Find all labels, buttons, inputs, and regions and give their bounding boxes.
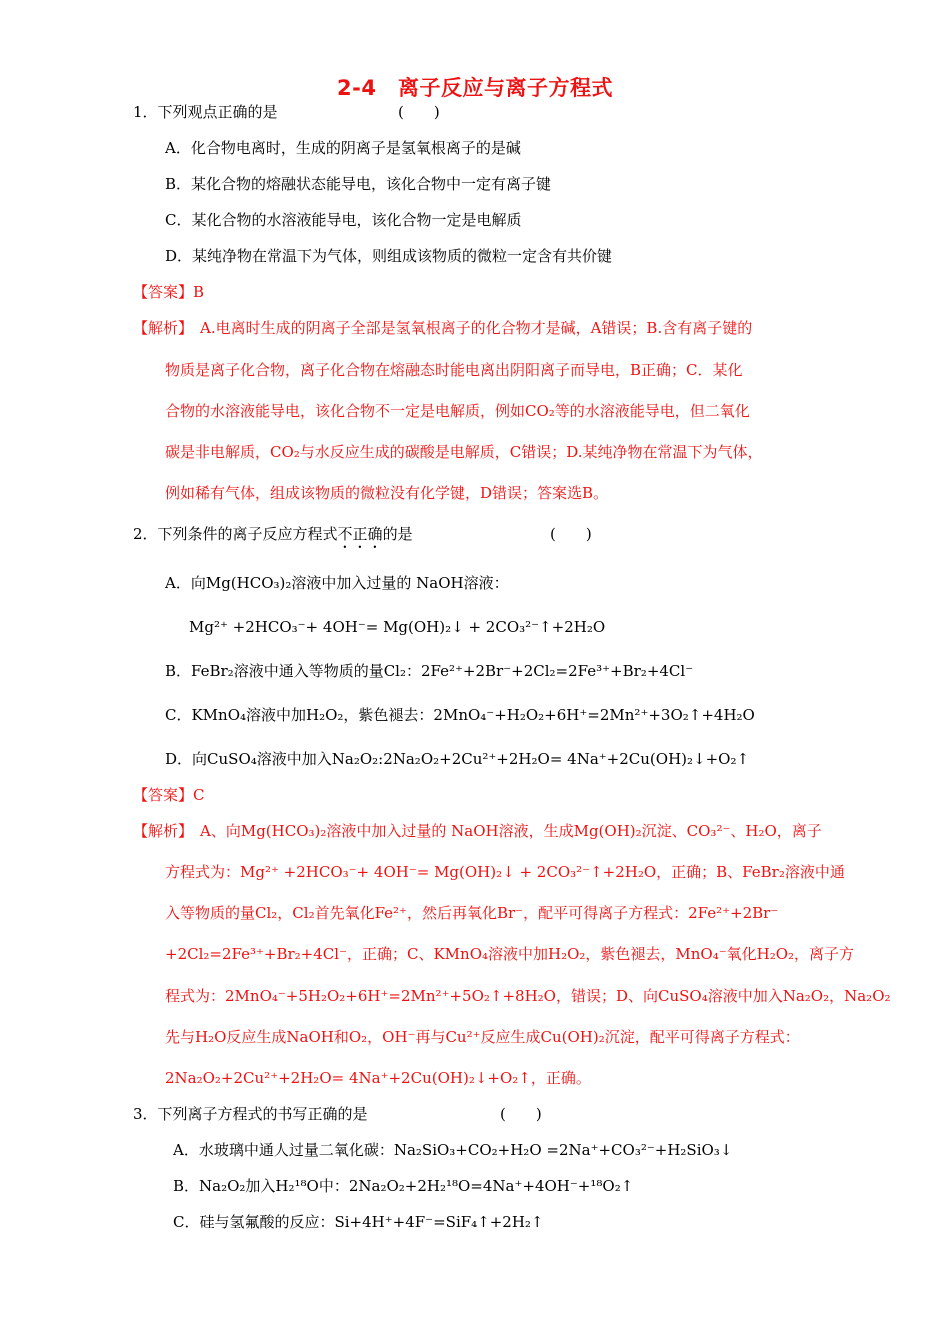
q2-option-d: D．向CuSO₄溶液中加入Na₂O₂:2Na₂O₂+2Cu²⁺+2H₂O= 4Na⁺+2Cu(OH)₂↓+O₂↑ bbox=[165, 750, 750, 768]
question-1-text: 1．下列观点正确的是 bbox=[133, 103, 278, 121]
page-title: 2-4 离子反应与离子方程式 bbox=[337, 76, 613, 100]
question-1-stem bbox=[133, 102, 278, 122]
question-1-paren: ( ) bbox=[398, 103, 440, 121]
q3-option-b: B．Na₂O₂加入H₂¹⁸O中：2Na₂O₂+2H₂¹⁸O=4Na⁺+4OH⁻+¹⁸O₂↑ bbox=[173, 1177, 634, 1195]
q1-analysis-label: 【解析】 bbox=[133, 319, 194, 337]
q2-option-a-equation: Mg²⁺ +2HCO₃⁻+ 4OH⁻= Mg(OH)₂↓ + 2CO₃²⁻↑+2H₂O bbox=[189, 618, 606, 636]
question-2-paren: ( ) bbox=[550, 525, 592, 543]
q1-analysis-line: 碳是非电解质，CO₂与水反应生成的碳酸是电解质，C错误；D.某纯净物在常温下为气体， bbox=[165, 443, 763, 461]
q2-analysis-line: 程式为：2MnO₄⁻+5H₂O₂+6H⁺=2Mn²⁺+5O₂↑+8H₂O，错误；D、向CuSO₄溶液中加入Na₂O₂，Na₂O₂ bbox=[165, 987, 891, 1005]
q2-analysis-line: 先与H₂O反应生成NaOH和O₂，OH⁻再与Cu²⁺反应生成Cu(OH)₂沉淀，配平可得离子方程式： bbox=[165, 1028, 800, 1046]
q1-analysis-line: 物质是离子化合物，离子化合物在熔融态时能电离出阴阳离子而导电，B正确；C．某化 bbox=[165, 361, 743, 379]
question-2-text-pre: 2．下列条件的离子反应方程式 bbox=[133, 525, 338, 543]
question-3-stem: 3．下列离子方程式的书写正确的是 bbox=[133, 1105, 368, 1123]
q2-analysis-line: 入等物质的量Cl₂，Cl₂首先氧化Fe²⁺，然后再氧化Br⁻，配平可得离子方程式：2Fe²⁺+2Br⁻ bbox=[165, 904, 779, 922]
q1-analysis-line: A.电离时生成的阴离子全部是氢氧根离子的化合物才是碱，A错误；B.含有离子键的 bbox=[200, 319, 753, 337]
q3-option-a: A．水玻璃中通人过量二氧化碳：Na₂SiO₃+CO₂+H₂O =2Na⁺+CO₃²⁻+H₂SiO₃↓ bbox=[173, 1141, 733, 1159]
q1-answer: 【答案】B bbox=[133, 283, 205, 301]
q2-answer: 【答案】C bbox=[133, 786, 205, 804]
q2-analysis-line: A、向Mg(HCO₃)₂溶液中加入过量的 NaOH溶液，生成Mg(OH)₂沉淀、CO₃²⁻、H₂O，离子 bbox=[200, 822, 822, 840]
q2-option-a: A．向Mg(HCO₃)₂溶液中加入过量的 NaOH溶液： bbox=[165, 574, 509, 592]
question-2-stem bbox=[133, 524, 413, 552]
q1-option-c: C．某化合物的水溶液能导电，该化合物一定是电解质 bbox=[165, 211, 522, 229]
q1-analysis-line: 合物的水溶液能导电，该化合物不一定是电解质，例如CO₂等的水溶液能导电，但二氧化 bbox=[165, 402, 750, 420]
q3-option-c: C．硅与氢氟酸的反应：Si+4H⁺+4F⁻=SiF₄↑+2H₂↑ bbox=[173, 1213, 544, 1231]
q2-option-c: C．KMnO₄溶液中加H₂O₂，紫色褪去：2MnO₄⁻+H₂O₂+6H⁺=2Mn²⁺+3O₂↑+4H₂O bbox=[165, 706, 755, 724]
q1-option-d: D．某纯净物在常温下为气体，则组成该物质的微粒一定含有共价键 bbox=[165, 247, 613, 265]
q2-analysis-line: 2Na₂O₂+2Cu²⁺+2H₂O= 4Na⁺+2Cu(OH)₂↓+O₂↑，正确。 bbox=[165, 1069, 591, 1087]
q2-option-b: B．FeBr₂溶液中通入等物质的量Cl₂：2Fe²⁺+2Br⁻+2Cl₂=2Fe³⁺+Br₂+4Cl⁻ bbox=[165, 662, 694, 680]
q1-option-a: A．化合物电离时，生成的阴离子是氢氧根离子的是碱 bbox=[165, 139, 521, 157]
q2-analysis-line: +2Cl₂=2Fe³⁺+Br₂+4Cl⁻，正确；C、KMnO₄溶液中加H₂O₂，紫色褪去，MnO₄⁻氧化H₂O₂，离子方 bbox=[165, 945, 855, 963]
q2-analysis-line: 方程式为：Mg²⁺ +2HCO₃⁻+ 4OH⁻= Mg(OH)₂↓ + 2CO₃²⁻↑+2H₂O，正确；B、FeBr₂溶液中通 bbox=[165, 863, 845, 881]
q1-option-b: B．某化合物的熔融状态能导电，该化合物中一定有离子键 bbox=[165, 175, 552, 193]
question-3-paren: ( ) bbox=[500, 1105, 542, 1123]
question-2-text-post: 的是 bbox=[382, 525, 413, 543]
question-2-emphasis: 不正确 bbox=[337, 525, 383, 543]
q2-analysis-label: 【解析】 bbox=[133, 822, 194, 840]
q1-analysis-line: 例如稀有气体，组成该物质的微粒没有化学键，D错误；答案选B。 bbox=[165, 484, 609, 502]
